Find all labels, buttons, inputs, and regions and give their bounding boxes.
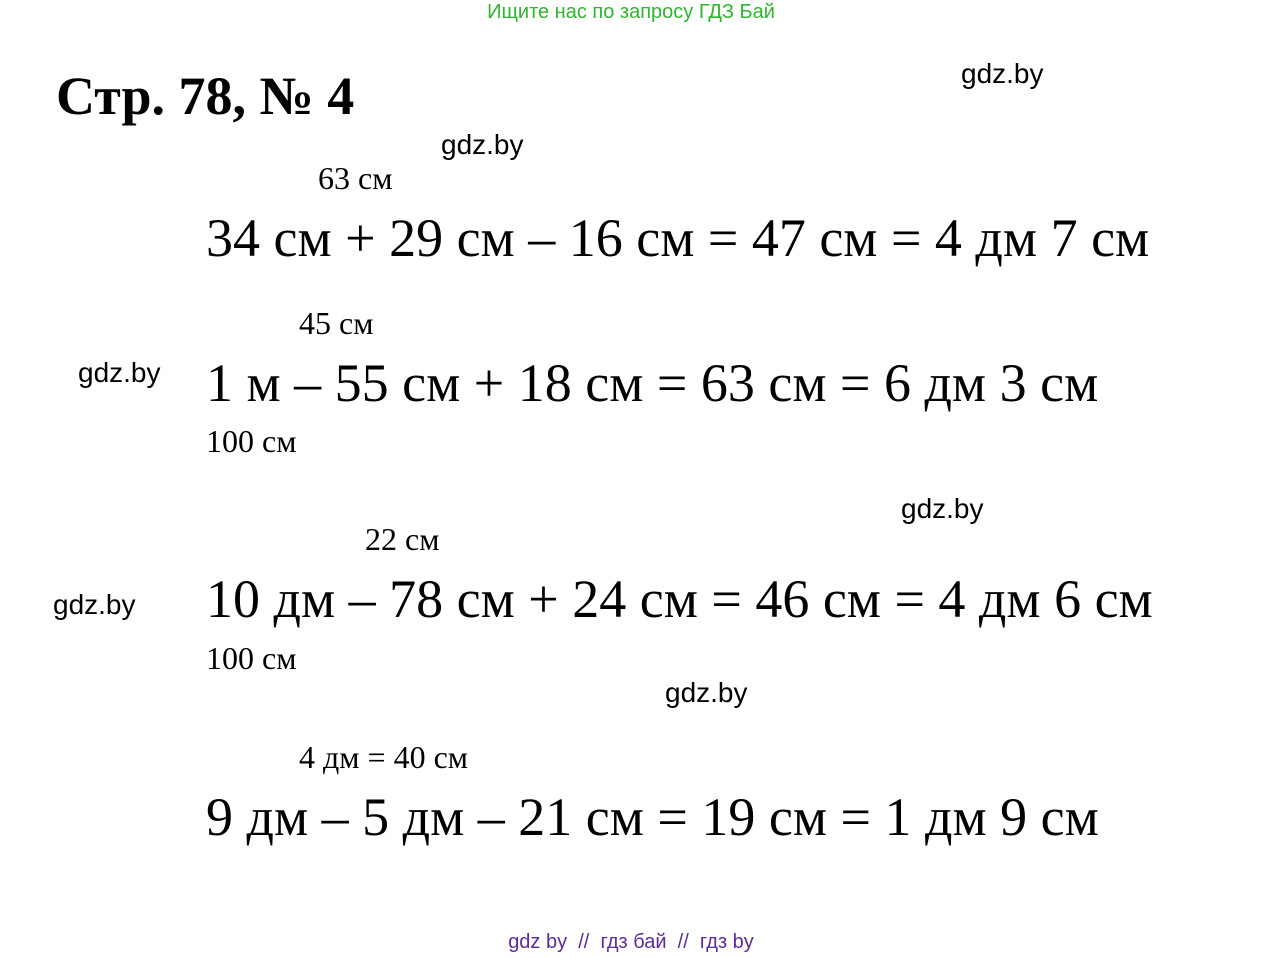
page-title: Стр. 78, № 4 — [56, 66, 355, 126]
watermark-text: gdz.by — [53, 589, 136, 620]
intermediate-result: 63 см — [318, 160, 393, 196]
watermark-text: gdz.by — [961, 58, 1044, 89]
watermark-text: gdz.by — [441, 129, 524, 160]
equation: 34 см + 29 см – 16 см = 47 см = 4 дм 7 см — [206, 208, 1150, 268]
intermediate-result: 45 см — [299, 305, 374, 341]
equation: 1 м – 55 см + 18 см = 63 см = 6 дм 3 см — [206, 353, 1099, 413]
watermark-text: gdz.by — [78, 357, 161, 388]
top-banner: Ищите нас по запросу ГДЗ Бай — [487, 1, 775, 23]
equation: 10 дм – 78 см + 24 см = 46 см = 4 дм 6 см — [206, 569, 1153, 629]
watermark-text: gdz.by — [901, 493, 984, 524]
footer-links: gdz by // гдз бай // гдз by — [508, 931, 754, 953]
watermark-text: gdz.by — [665, 677, 748, 708]
intermediate-result: 4 дм = 40 см — [299, 739, 469, 775]
unit-conversion-note: 100 см — [206, 640, 297, 676]
intermediate-result: 22 см — [365, 521, 440, 557]
unit-conversion-note: 100 см — [206, 423, 297, 459]
equation: 9 дм – 5 дм – 21 см = 19 см = 1 дм 9 см — [206, 787, 1099, 847]
